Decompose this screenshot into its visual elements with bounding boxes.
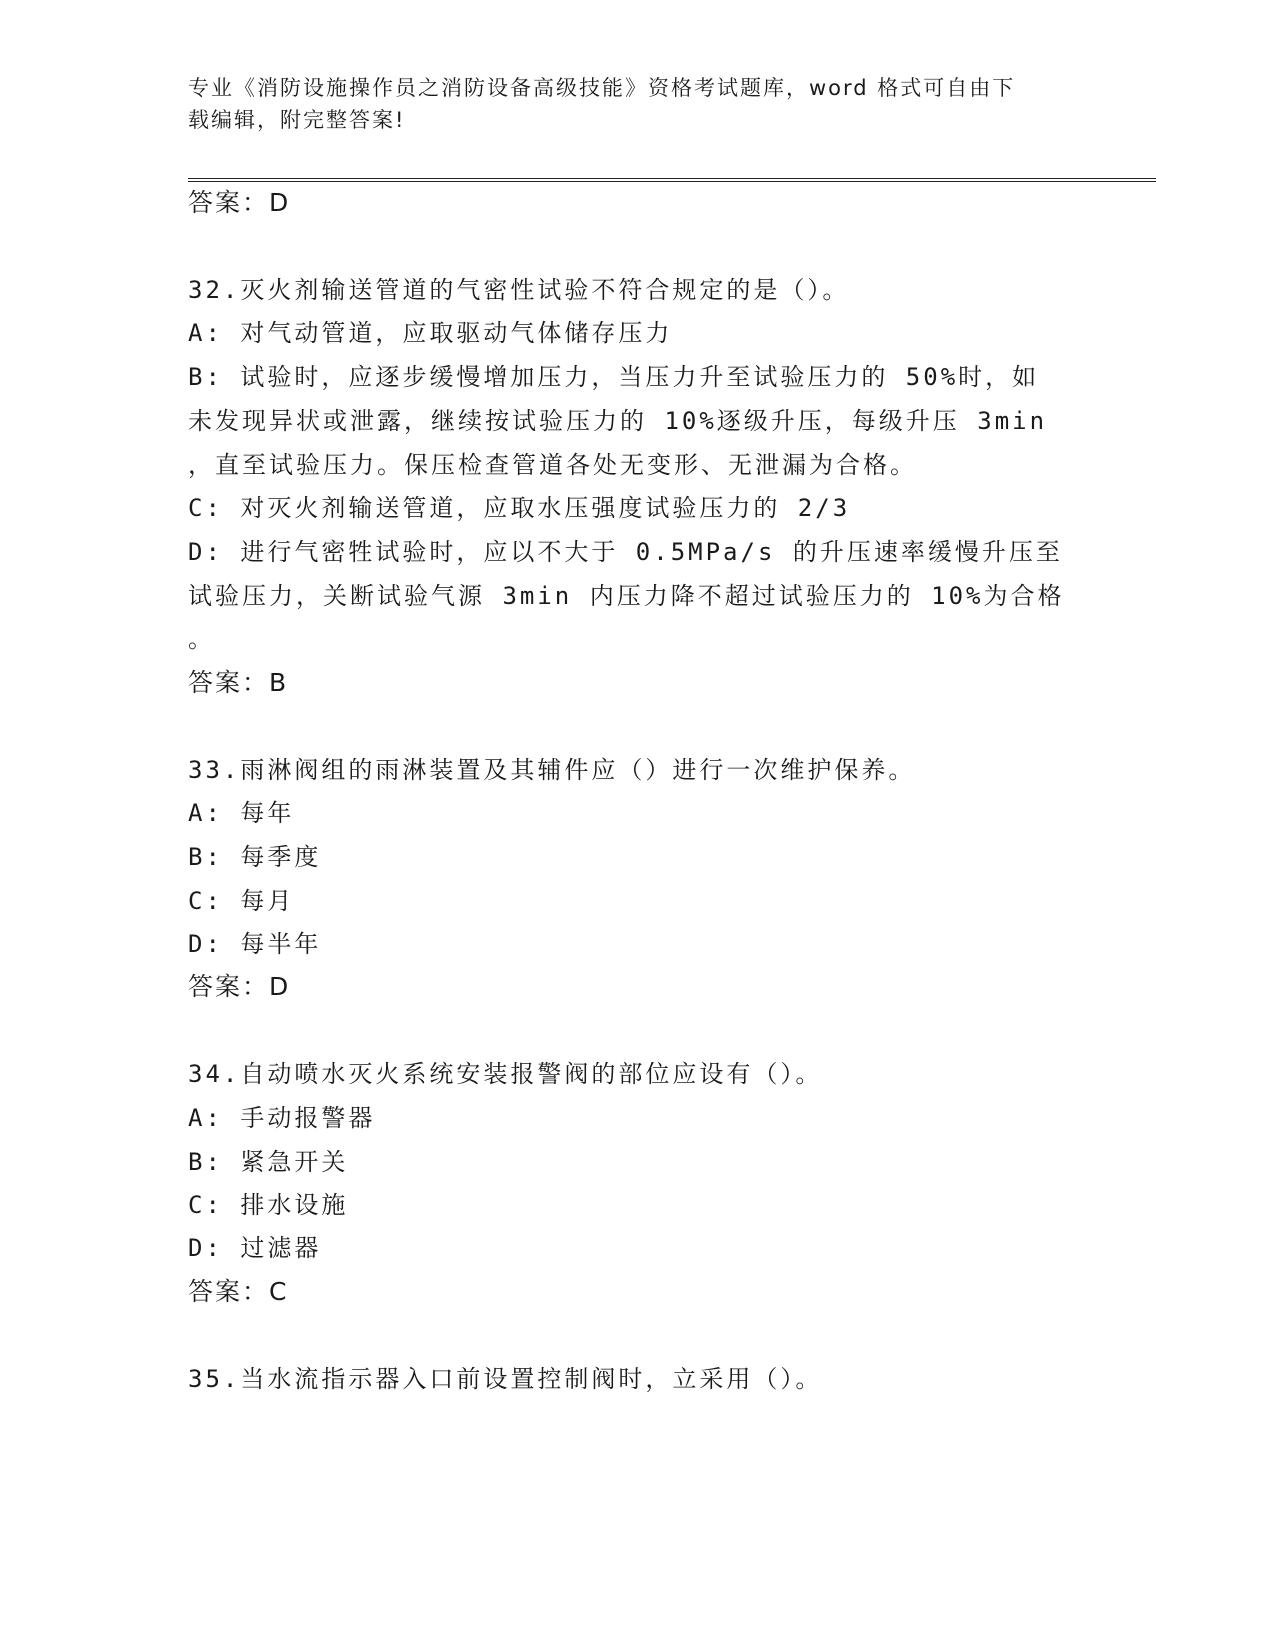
q33-answer: 答案：D <box>188 972 291 1001</box>
answer-previous: 答案：D <box>188 188 291 217</box>
header-divider <box>188 178 1156 182</box>
q34-option-c: C: 排水设施 <box>188 1191 349 1219</box>
q33-option-c: C: 每月 <box>188 887 295 915</box>
q32-option-b-line2: 未发现异状或泄露，继续按试验压力的 10%逐级升压，每级升压 3min <box>188 407 1048 435</box>
q32-option-d-line2: 试验压力，关断试验气源 3min 内压力降不超过试验压力的 10%为合格 <box>188 582 1065 610</box>
q34-answer: 答案：C <box>188 1277 289 1306</box>
q32-option-b-line3: ，直至试验压力。保压检查管道各处无变形、无泄漏为合格。 <box>188 451 917 479</box>
q34-option-a: A: 手动报警器 <box>188 1104 376 1132</box>
q32-option-b-line1: B: 试验时，应逐步缓慢增加压力，当压力升至试验压力的 50%时，如 <box>188 363 1040 391</box>
header-line-1: 专业《消防设施操作员之消防设备高级技能》资格考试题库，word 格式可自由下 <box>188 76 1016 100</box>
page-header <box>188 72 1068 136</box>
q33-option-d: D: 每半年 <box>188 930 322 958</box>
q32-answer: 答案：B <box>188 668 289 697</box>
q34-option-d: D: 过滤器 <box>188 1234 322 1262</box>
q32-question: 32.灭火剂输送管道的气密性试验不符合规定的是（）。 <box>188 276 850 304</box>
header-line-2: 载编辑，附完整答案! <box>188 108 406 132</box>
q32-option-c: C: 对灭火剂输送管道，应取水压强度试验压力的 2/3 <box>188 494 851 522</box>
q32-option-a: A: 对气动管道，应取驱动气体储存压力 <box>188 319 673 347</box>
q33-option-a: A: 每年 <box>188 799 295 827</box>
q32-option-d-line3: 。 <box>188 625 215 653</box>
q33-question: 33.雨淋阀组的雨淋装置及其辅件应（）进行一次维护保养。 <box>188 756 916 784</box>
q34-option-b: B: 紧急开关 <box>188 1148 349 1176</box>
q33-option-b: B: 每季度 <box>188 843 322 871</box>
q34-question: 34.自动喷水灭火系统安装报警阀的部位应设有（）。 <box>188 1060 823 1088</box>
q32-option-d-line1: D: 进行气密牲试验时，应以不大于 0.5MPa/s 的升压速率缓慢升压至 <box>188 538 1063 566</box>
q35-question: 35.当水流指示器入口前设置控制阀时，立采用（）。 <box>188 1365 823 1393</box>
